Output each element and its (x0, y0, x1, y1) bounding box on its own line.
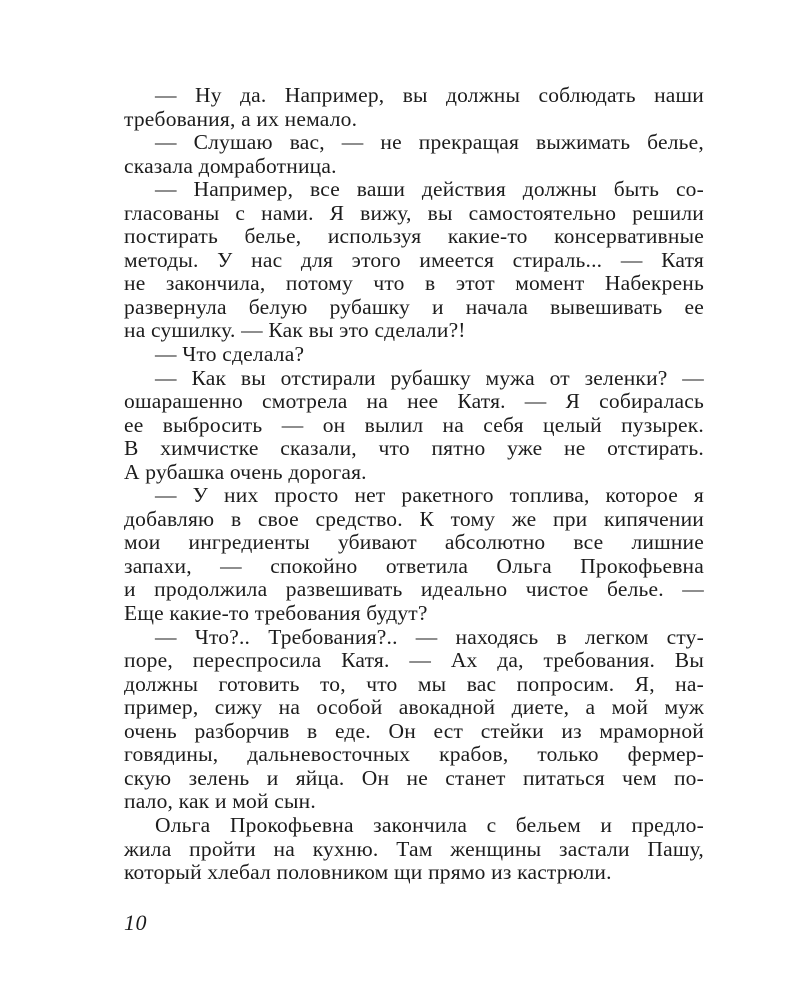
text-line: жила пройти на кухню. Там женщины застали Пашу, (124, 836, 704, 861)
text-line: говядины, дальневосточных крабов, только фермер- (124, 742, 704, 767)
text-line: — Как вы отстирали рубашку мужа от зеленки? — (155, 365, 704, 390)
text-line: очень разборчив в еде. Он ест стейки из мраморной (124, 718, 704, 743)
text-line: — Ну да. Например, вы должны соблюдать наши (155, 83, 704, 107)
text-line: — Что?.. Требования?.. — находясь в легком сту- (155, 624, 704, 649)
text-line: Ольга Прокофьевна закончила с бельем и предло- (155, 812, 704, 837)
text-line: В химчистке сказали, что пятно уже не отстирать. (124, 436, 704, 461)
text-line: ее выбросить — он вылил на себя целый пузырек. (124, 412, 704, 437)
text-line: запахи, — спокойно ответила Ольга Прокофьевна (124, 553, 704, 578)
text-line: добавляю в свое средство. К тому же при кипячении (124, 506, 704, 531)
text-line: развернула белую рубашку и начала вывешивать ее (124, 294, 704, 319)
text-line: должны готовить то, что мы вас попросим. Я, на- (124, 671, 704, 696)
text-line: на сушилку. — Как вы это сделали?! (124, 318, 466, 343)
text-line: постирать белье, используя какие-то консервативные (124, 224, 704, 249)
text-line: пример, сижу на особой авокадной диете, а мой муж (124, 695, 704, 720)
text-line: — У них просто нет ракетного топлива, которое я (155, 483, 704, 508)
text-line: пало, как и мой сын. (124, 789, 316, 814)
text-line: требования, а их немало. (124, 106, 358, 131)
text-line: поре, переспросила Катя. — Ах да, требования. Вы (124, 648, 704, 673)
text-line: и продолжила развешивать идеально чистое белье. — (124, 577, 704, 602)
text-line: гласованы с нами. Я вижу, вы самостоятельно решили (124, 200, 704, 225)
text-line: — Слушаю вас, — не прекращая выжимать белье, (155, 130, 704, 155)
text-line: Еще какие-то требования будут? (124, 601, 428, 626)
text-line: мои ингредиенты убивают абсолютно все лишние (124, 530, 704, 555)
text-line: не закончила, потому что в этот момент Набекрень (124, 271, 704, 296)
text-line: — Что сделала? (155, 342, 305, 367)
text-line: — Например, все ваши действия должны быть со- (155, 177, 704, 202)
page-number: 10 (124, 910, 147, 935)
text-line: который хлебал половником щи прямо из кастрюли. (124, 860, 612, 885)
text-line: сказала домработница. (124, 153, 337, 178)
text-line: А рубашка очень дорогая. (124, 459, 367, 484)
page-body-text (124, 84, 704, 885)
text-line: методы. У нас для этого имеется стираль... — Катя (124, 247, 704, 272)
text-line: ошарашенно смотрела на нее Катя. — Я собиралась (124, 389, 704, 414)
text-line: скую зелень и яйца. Он не станет питаться чем по- (124, 765, 704, 790)
